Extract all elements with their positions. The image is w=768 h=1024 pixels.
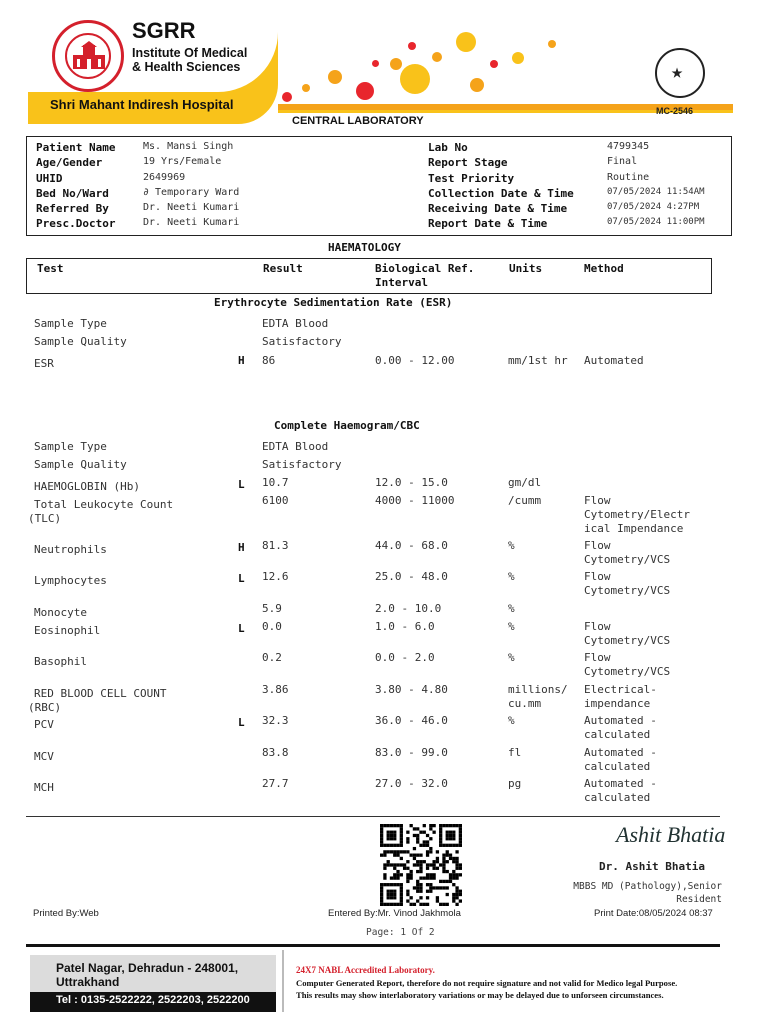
reference-range: 12.0 - 15.0 [375, 476, 448, 489]
test-name: HAEMOGLOBIN (Hb) [34, 480, 140, 493]
col-units: Units [509, 262, 543, 275]
qr-code [380, 824, 462, 906]
test-name: MCV [34, 750, 54, 763]
test-group-title: Complete Haemogram/CBC [274, 419, 420, 432]
reference-range: 4000 - 11000 [375, 494, 455, 507]
reference-range: 2.0 - 10.0 [375, 602, 442, 615]
reference-range: 3.80 - 4.80 [375, 683, 448, 696]
test-result: 32.3 [262, 714, 289, 727]
unit: % [508, 620, 515, 633]
decor-dot [512, 52, 524, 64]
unit: /cumm [508, 494, 542, 507]
patient-field-label: Presc.Doctor [36, 217, 116, 230]
patient-field-value: ∂ Temporary Ward [143, 187, 240, 198]
sample-type-value: EDTA Blood [262, 440, 329, 453]
test-result: 81.3 [262, 539, 289, 552]
method: Flow [584, 539, 611, 552]
page-number: Page: 1 Of 2 [366, 927, 435, 938]
test-name-cont: (TLC) [28, 512, 62, 525]
method: Automated [584, 354, 644, 367]
footer-disclaimer: Computer Generated Report, therefore do not require signature and not valid for Medico legal Purpose. This results may show interlaboratory variations or may be delayed due to unforseen circumstances. [296, 978, 678, 1000]
divider [26, 816, 720, 817]
accreditation-seal [655, 48, 705, 98]
sample-type-label: Sample Type [34, 440, 107, 453]
reference-range: 25.0 - 48.0 [375, 570, 448, 583]
test-name: Basophil [34, 655, 87, 668]
star-icon: ★ [671, 59, 684, 83]
test-name: Monocyte [34, 606, 87, 619]
method-cont: ical Impendance [584, 522, 684, 535]
test-result: 6100 [262, 494, 289, 507]
test-result: 83.8 [262, 746, 289, 759]
patient-field-label: Referred By [36, 202, 109, 215]
test-result: 5.9 [262, 602, 282, 615]
test-name-cont: (RBC) [28, 701, 62, 714]
method-cont: Cytometry/Electr [584, 508, 690, 521]
unit: % [508, 602, 515, 615]
institute-logo [52, 20, 124, 92]
patient-field-value: 2649969 [143, 172, 186, 183]
unit: gm/dl [508, 476, 542, 489]
method: Automated - [584, 714, 657, 727]
decor-dot [302, 84, 310, 92]
test-name: PCV [34, 718, 54, 731]
footer-divider [26, 944, 720, 947]
reference-range: 44.0 - 68.0 [375, 539, 448, 552]
print-date: Print Date:08/05/2024 08:37 [594, 908, 713, 919]
report-field-value: 07/05/2024 4:27PM [607, 202, 700, 212]
test-name: MCH [34, 781, 54, 794]
unit: % [508, 714, 515, 727]
footer-separator [282, 950, 284, 1012]
department-title: CENTRAL LABORATORY [292, 115, 424, 127]
unit: millions/ [508, 683, 568, 696]
test-group-title: Erythrocyte Sedimentation Rate (ESR) [214, 296, 453, 309]
hospital-name: Shri Mahant Indiresh Hospital [50, 97, 234, 112]
method-cont: calculated [584, 728, 651, 741]
patient-field-value: Dr. Neeti Kumari [143, 202, 240, 213]
abnormal-flag: L [238, 572, 245, 585]
method: Automated - [584, 777, 657, 790]
sample-quality-label: Sample Quality [34, 335, 127, 348]
test-result: 27.7 [262, 777, 289, 790]
entered-by: Entered By:Mr. Vinod Jakhmola [328, 908, 461, 919]
decor-dot [390, 58, 402, 70]
patient-field-value: Ms. Mansi Singh [143, 141, 234, 152]
decor-dot [372, 60, 379, 67]
org-subtitle: Institute Of Medical & Health Sciences [132, 46, 248, 74]
handwritten-signature: Ashit Bhatia [616, 822, 726, 847]
method-cont: Cytometry/VCS [584, 634, 671, 647]
signatory-name: Dr. Ashit Bhatia [599, 860, 705, 873]
patient-field-label: Patient Name [36, 141, 116, 154]
cert-code: MC-2546 [656, 106, 694, 116]
report-field-value: Final [607, 156, 638, 167]
col-result: Result [263, 262, 303, 275]
sample-type-label: Sample Type [34, 317, 107, 330]
col-ref: Biological Ref. Interval [375, 262, 475, 289]
decor-dot [432, 52, 442, 62]
address: Patel Nagar, Dehradun - 248001, Uttrakhand [56, 961, 239, 989]
method: Electrical- [584, 683, 657, 696]
report-field-label: Receiving Date & Time [428, 202, 568, 215]
method: Automated - [584, 746, 657, 759]
method: Flow [584, 651, 611, 664]
report-field-value: Routine [607, 172, 650, 183]
abnormal-flag: H [238, 541, 245, 554]
decor-dot [456, 32, 476, 52]
decor-dot [408, 42, 416, 50]
test-result: 3.86 [262, 683, 289, 696]
abnormal-flag: L [238, 478, 245, 491]
method-cont: Cytometry/VCS [584, 584, 671, 597]
method: Flow [584, 620, 611, 633]
test-name: ESR [34, 357, 54, 370]
signatory-qualification: MBBS MD (Pathology),Senior Resident [573, 881, 722, 905]
unit: fl [508, 746, 522, 759]
report-field-label: Lab No [428, 141, 468, 154]
test-result: 0.2 [262, 651, 282, 664]
decor-dot [282, 92, 292, 102]
test-name: Eosinophil [34, 624, 101, 637]
decor-dot [548, 40, 556, 48]
method-cont: impendance [584, 697, 651, 710]
patient-field-value: 19 Yrs/Female [143, 156, 222, 167]
patient-field-label: UHID [36, 172, 63, 185]
test-name: Total Leukocyte Count [34, 498, 174, 511]
sample-quality-value: Satisfactory [262, 458, 342, 471]
method-cont: Cytometry/VCS [584, 665, 671, 678]
sample-quality-value: Satisfactory [262, 335, 342, 348]
col-method: Method [584, 262, 624, 275]
patient-field-label: Age/Gender [36, 156, 103, 169]
unit: % [508, 570, 515, 583]
decor-dot [490, 60, 498, 68]
sample-type-value: EDTA Blood [262, 317, 329, 330]
test-result: 10.7 [262, 476, 289, 489]
report-field-value: 4799345 [607, 141, 650, 152]
nabl-text: 24X7 NABL Accredited Laboratory. [296, 965, 435, 975]
test-result: 0.0 [262, 620, 282, 633]
report-field-label: Report Date & Time [428, 217, 548, 230]
unit: % [508, 651, 515, 664]
patient-field-value: Dr. Neeti Kumari [143, 217, 240, 228]
report-field-label: Collection Date & Time [428, 187, 574, 200]
reference-range: 1.0 - 6.0 [375, 620, 435, 633]
printed-by: Printed By:Web [33, 908, 99, 919]
footer-address-block [30, 955, 276, 1012]
unit: mm/1st hr [508, 354, 568, 367]
unit: pg [508, 777, 522, 790]
abnormal-flag: L [238, 716, 245, 729]
test-name: Lymphocytes [34, 574, 107, 587]
decor-dot [328, 70, 342, 84]
reference-range: 0.0 - 2.0 [375, 651, 435, 664]
decor-dot [470, 78, 484, 92]
abnormal-flag: H [238, 354, 245, 367]
test-name: RED BLOOD CELL COUNT [34, 687, 167, 700]
test-result: 86 [262, 354, 276, 367]
sample-quality-label: Sample Quality [34, 458, 127, 471]
table-header [26, 258, 712, 294]
method-cont: calculated [584, 760, 651, 773]
test-name: Neutrophils [34, 543, 107, 556]
decor-dot [400, 64, 430, 94]
method: Flow [584, 494, 611, 507]
reference-range: 83.0 - 99.0 [375, 746, 448, 759]
unit: % [508, 539, 515, 552]
decor-dot [356, 82, 374, 100]
telephone: Tel : 0135-2522222, 2522203, 2522200 [56, 994, 250, 1006]
abnormal-flag: L [238, 622, 245, 635]
section-title: HAEMATOLOGY [328, 241, 401, 254]
reference-range: 0.00 - 12.00 [375, 354, 455, 367]
org-title: SGRR [132, 18, 196, 43]
report-field-value: 07/05/2024 11:54AM [607, 187, 705, 197]
test-result: 12.6 [262, 570, 289, 583]
method: Flow [584, 570, 611, 583]
report-field-label: Test Priority [428, 172, 515, 185]
report-field-label: Report Stage [428, 156, 508, 169]
unit-cont: cu.mm [508, 697, 542, 710]
method-cont: calculated [584, 791, 651, 804]
method-cont: Cytometry/VCS [584, 553, 671, 566]
report-field-value: 07/05/2024 11:00PM [607, 217, 705, 227]
patient-field-label: Bed No/Ward [36, 187, 109, 200]
reference-range: 27.0 - 32.0 [375, 777, 448, 790]
col-test: Test [37, 262, 64, 275]
building-icon [69, 41, 109, 71]
reference-range: 36.0 - 46.0 [375, 714, 448, 727]
